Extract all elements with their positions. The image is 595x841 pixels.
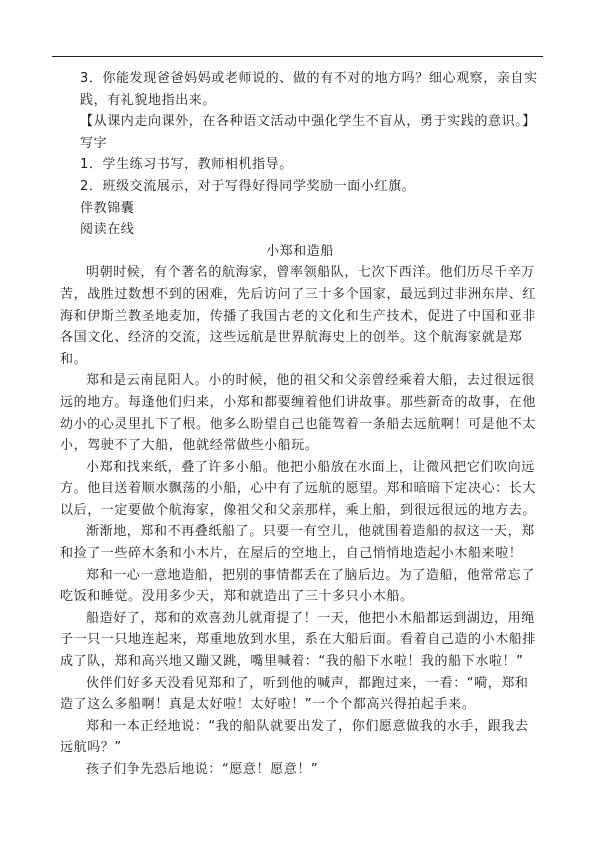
story-paragraph: 渐渐地，郑和不再叠纸船了。只要一有空儿，他就围着造船的叔这一天，郑和捡了一些碎木条和小木片，在屋后的空地上，自己悄悄地造起小木船来啦！ bbox=[60, 524, 535, 562]
writing-step-2: 2．班级交流展示，对于写得好得同学奖励一面小红旗。 bbox=[80, 178, 416, 194]
story-paragraph: 小郑和找来纸，叠了许多小船。他把小船放在水面上，让微风把它们吹向远方。他目送着顺水飘荡的小船，心中有了远航的愿望。郑和暗暗下定决心：长大以后，一定要做个航海家，像祖父和父亲那样，乘上船，到很远很远的地方去。 bbox=[60, 459, 537, 518]
header-rule bbox=[52, 56, 543, 57]
section-heading-writing: 写字 bbox=[80, 135, 108, 151]
story-paragraph: 郑和一心一意地造船，把别的事情都丢在了脑后边。为了造船，他常常忘了吃饭和睡觉。没用多少天，郑和就造出了三十多只小木船。 bbox=[60, 567, 535, 605]
story-title: 小郑和造船 bbox=[265, 243, 334, 259]
teaching-note: 【从课内走向课外，在各种语文活动中强化学生不盲从，勇于实践的意识。】 bbox=[80, 114, 536, 130]
question-3: 3．你能发现爸爸妈妈或老师说的、做的有不对的地方吗？细心观察，亲自实践，有礼貌地指出来。 bbox=[80, 71, 538, 108]
story-paragraph: 郑和是云南昆阳人。小的时候，他的祖父和父亲曾经乘着大船，去过很远很远的地方。每逢他们归来，小郑和都要缠着他们讲故事。那些新奇的故事，在他幼小的心灵里扎下了根。他多么盼望自己也能驾着一条船去远航啊！可是他不太小，驾驶不了大船，他就经常做些小船玩。 bbox=[60, 373, 537, 454]
story-paragraph: 船造好了，郑和的欢喜劲儿就甭提了！一天，他把小木船都运到湖边，用绳子一只一只地连起来，郑重地放到水里，系在大船后面。看着自己造的小木船排成了队，郑和高兴地又蹦又跳，嘴里喊着：“我的船下水啦！我的船下水啦！” bbox=[60, 610, 537, 670]
section-heading-companion: 伴教锦囊 bbox=[80, 200, 135, 216]
story-paragraph: 伙伴们好多天没看见郑和了，听到他的喊声，都跑过来，一看：“嗬，郑和造了这么多船啊！真是太好啦！太好啦！”一个个都高兴得拍起手来。 bbox=[60, 675, 529, 713]
writing-step-1: 1．学生练习书写，教师相机指导。 bbox=[80, 157, 293, 173]
section-heading-reading: 阅读在线 bbox=[80, 222, 135, 238]
story-paragraph: 明朝时候，有个著名的航海家，曾率领船队，七次下西洋。他们历尽千辛万苦，战胜过数想不到的困难，先后访问了三十多个国家，最远到过非洲东岸、红海和伊斯兰教圣地麦加，传播了我国古老的文化和生产技术，促进了中国和亚非各国文化、经济的交流，这些远航是世界航海史上的创举。这个航海家就是郑和。 bbox=[60, 265, 537, 367]
story-paragraph: 郑和一本正经地说：“我的船队就要出发了，你们愿意做我的水手，跟我去远航吗？” bbox=[60, 718, 529, 756]
story-paragraph: 孩子们争先恐后地说：“愿意！愿意！” bbox=[86, 762, 319, 777]
document-body bbox=[60, 68, 540, 781]
